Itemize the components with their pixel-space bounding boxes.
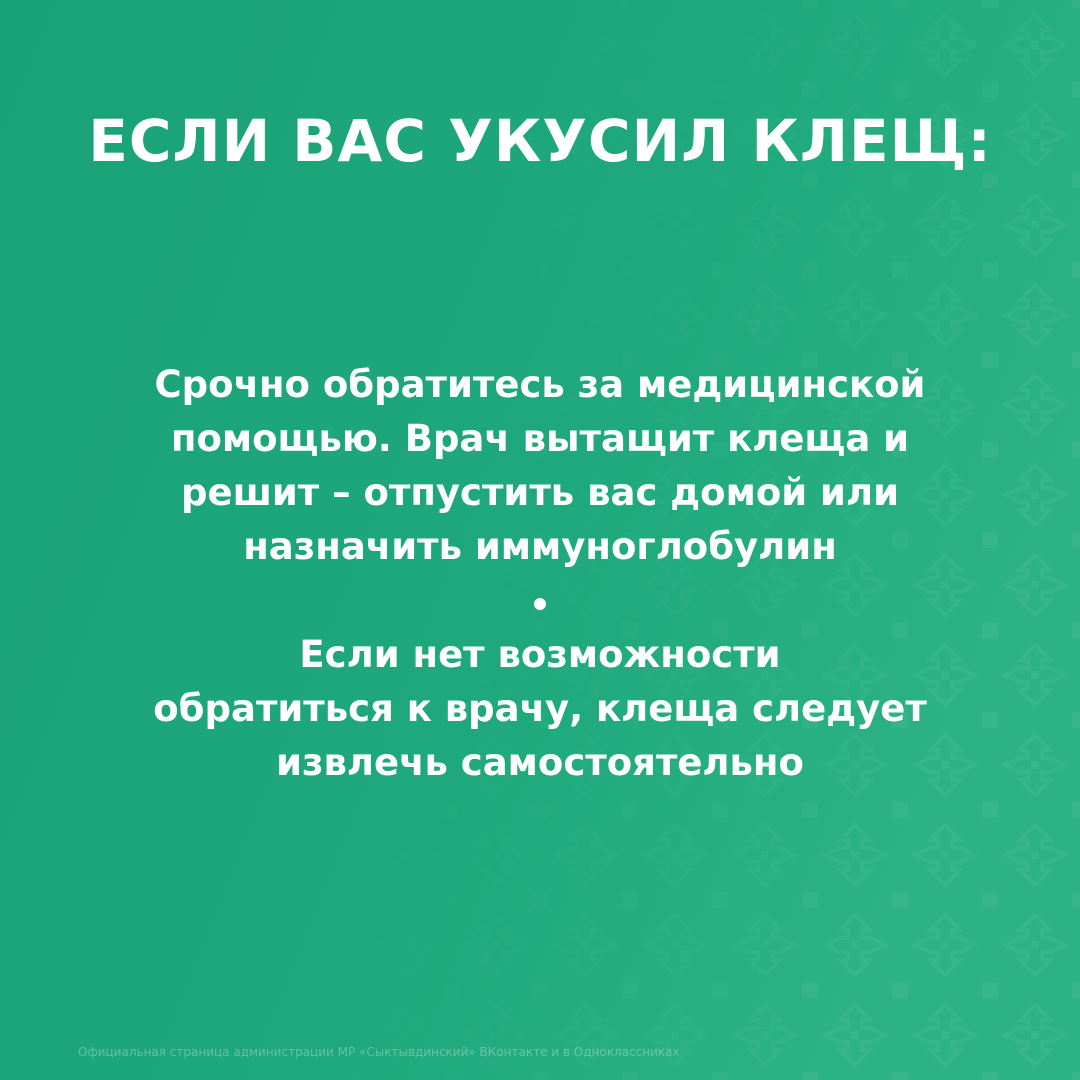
advice-line: помощью. Врач вытащит клеща и: [170, 417, 910, 460]
advice-line: обратиться к врачу, клеща следует: [153, 687, 927, 730]
page-title: ЕСЛИ ВАС УКУСИЛ КЛЕЩ:: [88, 107, 992, 175]
advice-line: Если нет возможности: [299, 633, 781, 676]
separator: [80, 574, 1000, 628]
footer-caption: Официальная страница администрации МР «Сыктывдинский» ВКонтакте и в Одноклассниках: [78, 1045, 680, 1059]
advice-text: [80, 358, 1000, 790]
advice-line: решит – отпустить вас домой или: [181, 471, 899, 514]
advice-line: извлечь самостоятельно: [276, 741, 804, 784]
advice-line: назначить иммуноглобулин: [243, 525, 837, 568]
bullet-dot-icon: [534, 598, 546, 610]
advice-line: Срочно обратитесь за медицинской: [154, 363, 926, 406]
